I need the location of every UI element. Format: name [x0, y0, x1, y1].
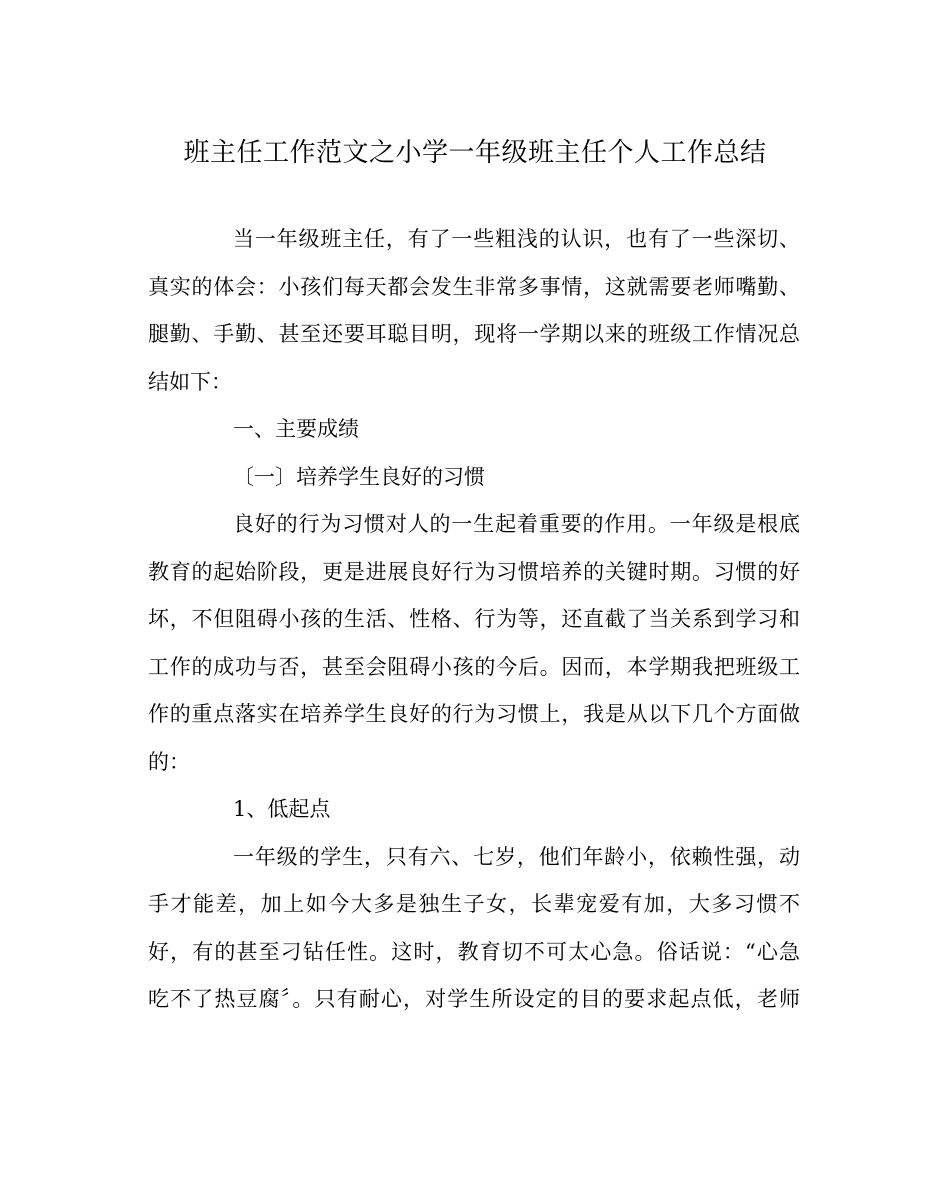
paragraph-line: 结如下：	[148, 369, 232, 394]
paragraph-line: 腿勤、手勤、甚至还要耳聪目明，现将一学期以来的班级工作情况总	[148, 322, 800, 346]
subsection-heading: 〔一〕培养学生良好的习惯	[233, 464, 485, 489]
paragraph-line: 好，有的甚至刁钻任性。这时，教育切不可太心急。俗话说：“心急	[148, 939, 800, 964]
document-title: 班主任工作范文之小学一年级班主任个人工作总结	[183, 138, 767, 168]
paragraph-line: 坏，不但阻碍小孩的生活、性格、行为等，还直截了当关系到学习和	[148, 607, 800, 631]
section-heading: 一、主要成绩	[233, 417, 359, 441]
paragraph-line: 真实的体会：小孩们每天都会发生非常多事情，这就需要老师嘴勤、	[148, 274, 800, 299]
document-body	[148, 216, 800, 1024]
paragraph-line: 作的重点落实在培养学生良好的行为习惯上，我是从以下几个方面做	[148, 702, 800, 726]
paragraph-line: 手才能差，加上如今大多是独生子女，长辈宠爱有加，大多习惯不	[148, 892, 800, 916]
paragraph-line: 一年级的学生，只有六、七岁，他们年龄小，依赖性强，动	[233, 844, 800, 869]
paragraph-line: 工作的成功与否，甚至会阻碍小孩的今后。因而，本学期我把班级工	[148, 654, 800, 679]
paragraph-line: 当一年级班主任，有了一些粗浅的认识，也有了一些深切、	[233, 227, 800, 251]
paragraph-line: 的：	[148, 749, 190, 774]
paragraph-line: 教育的起始阶段，更是进展良好行为习惯培养的关键时期。习惯的好	[148, 559, 800, 584]
paragraph-line: 良好的行为习惯对人的一生起着重要的作用。一年级是根底	[233, 512, 800, 536]
item-heading: 1、低起点	[233, 797, 331, 821]
paragraph-line: 吃不了热豆腐〞。只有耐心，对学生所设定的目的要求起点低，老师	[148, 987, 800, 1011]
